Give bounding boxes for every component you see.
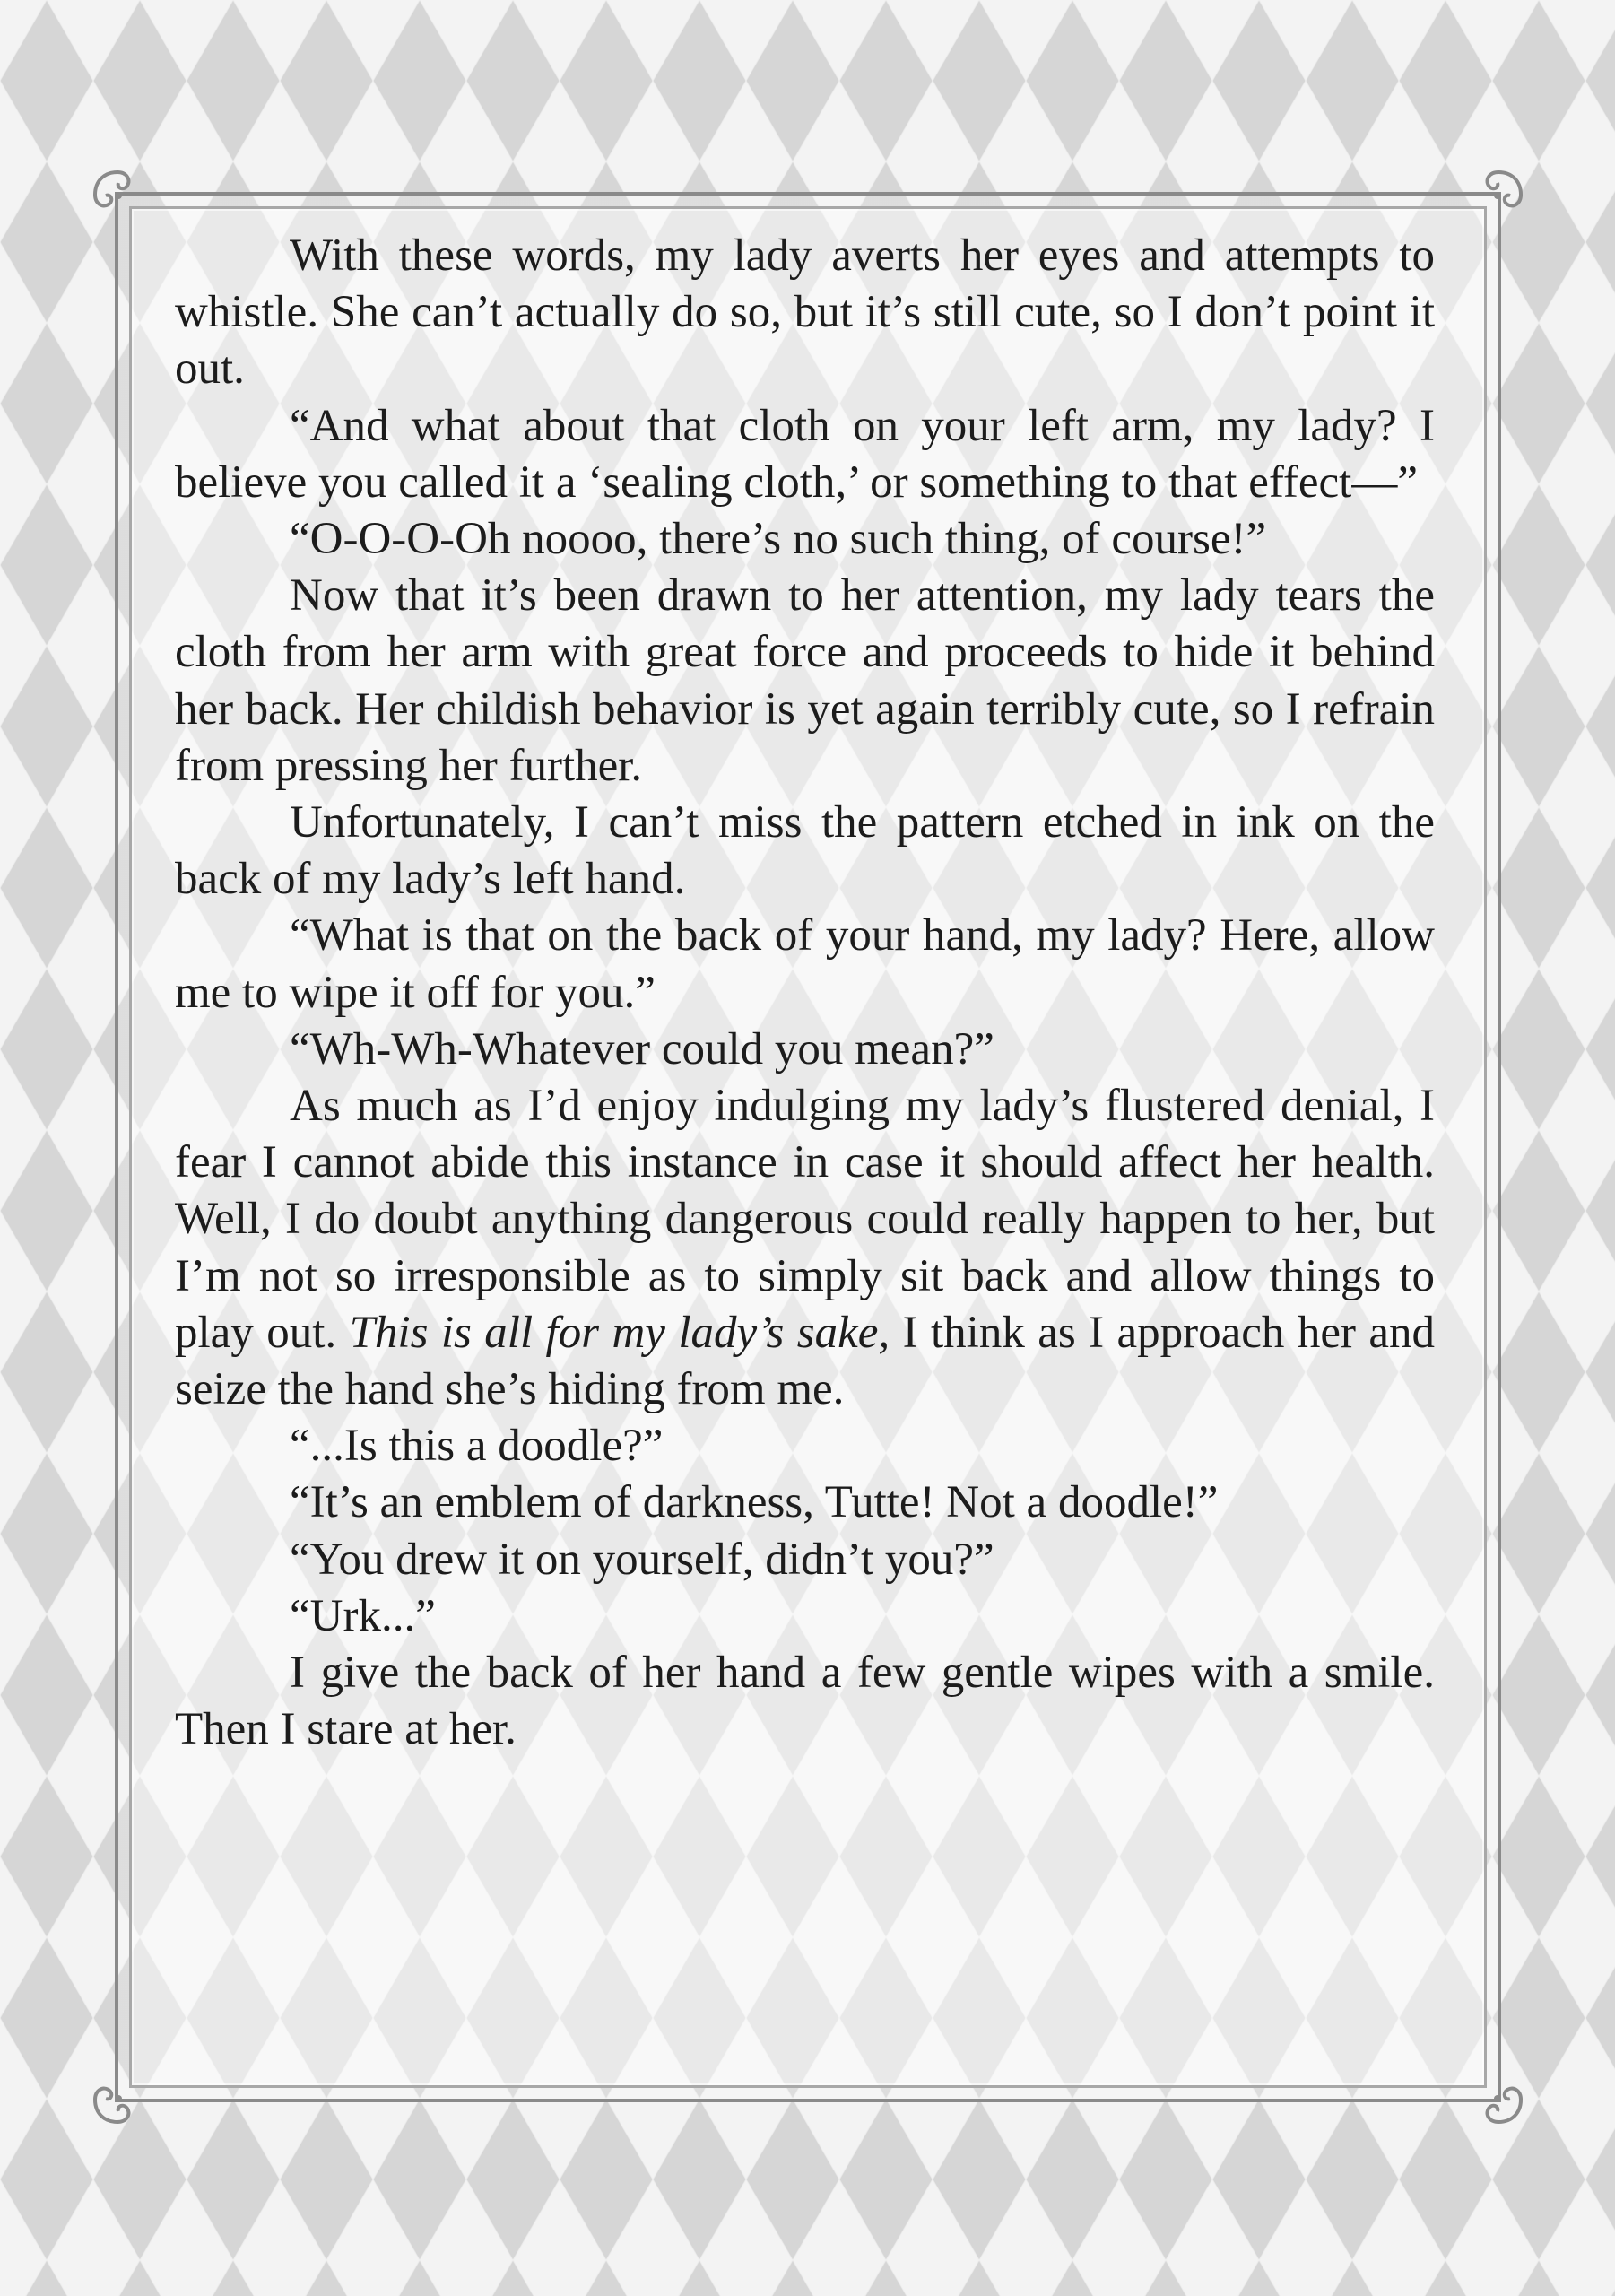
paragraph: “O-O-O-Oh noooo, there’s no such thing, of course!” [290, 514, 1267, 565]
paragraph: “You drew it on yourself, didn’t you?” [290, 1534, 994, 1585]
paragraph: “It’s an emblem of darkness, Tutte! Not a doodle!” [290, 1477, 1219, 1528]
paragraph: “...Is this a doodle?” [290, 1421, 664, 1472]
paragraph: Unfortunately, I can’t miss the pattern etched in ink on the back of my lady’s left hand. [175, 797, 1435, 905]
paragraph-text: As much as I’d enjoy indulging my lady’s flustered denial, I fear I cannot abide this instance in case it should affect her health. Well, I do doubt anything dangerous could really happen to her, but I’m not so irresponsible as to simply sit back and allow things to play out. [175, 1081, 1435, 1358]
paragraph: “Wh-Wh-Whatever could you mean?” [290, 1023, 994, 1074]
italic-thought: This is all for my lady’s sake, [349, 1307, 890, 1358]
scroll-corner-icon [1467, 163, 1530, 226]
paragraph: “What is that on the back of your hand, my lady? Here, allow me to wipe it off for you.” [175, 910, 1435, 1018]
paragraph: “Urk...” [290, 1590, 436, 1641]
paragraph: “And what about that cloth on your left arm, my lady? I believe you called it a ‘sealing cloth,’ or something to that effect—” [175, 400, 1435, 508]
paragraph: I give the back of her hand a few gentle wipes with a smile. Then I stare at her. [175, 1648, 1435, 1755]
story-text [175, 228, 1435, 1758]
paragraph-text: I think as I approach her and seize the hand she’s hiding from me. [175, 1307, 1436, 1415]
scroll-corner-icon [1467, 2068, 1530, 2131]
scroll-corner-icon [86, 2068, 149, 2131]
paragraph: Now that it’s been drawn to her attention, my lady tears the cloth from her arm with great force and proceeds to hide it behind her back. Her childish behavior is yet again terribly cute, so I refrain from pressing her further. [175, 570, 1435, 791]
paragraph: With these words, my lady averts her eyes and attempts to whistle. She can’t actually do so, but it’s still cute, so I don’t point it out. [175, 230, 1435, 395]
paragraph-with-italic [175, 1078, 1435, 1418]
scroll-corner-icon [86, 163, 149, 226]
